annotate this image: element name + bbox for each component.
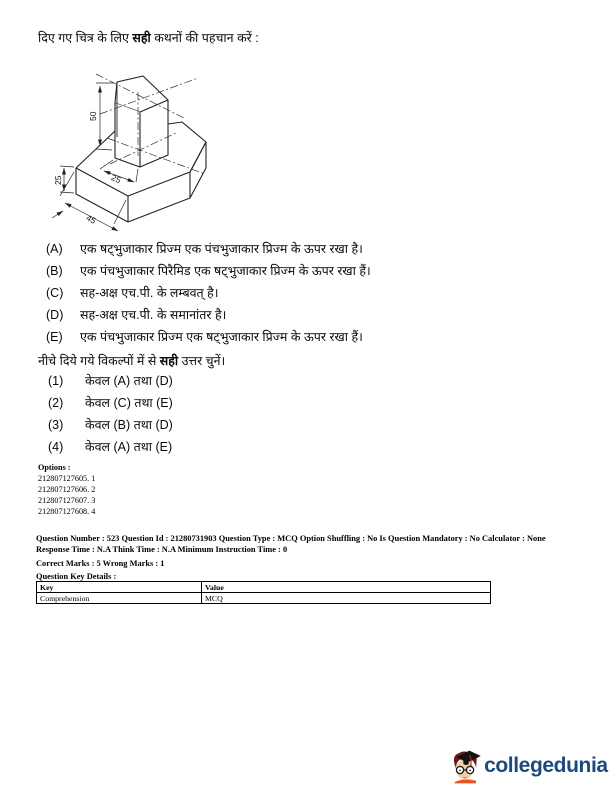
question-title [38, 29, 558, 46]
meta-line-2: Response Time : N.A Think Time : N.A Minimum Instruction Time : 0 [36, 544, 288, 554]
choice-text: केवल (A) तथा (D) [85, 374, 173, 388]
title-text: दिए गए चित्र के लिए [38, 31, 133, 45]
question-figure [52, 70, 277, 240]
note-bold-word: सही [159, 354, 179, 368]
choice-text: केवल (C) तथा (E) [85, 396, 173, 410]
choice-text: केवल (A) तथा (E) [85, 440, 173, 454]
options-id-block [38, 462, 338, 517]
choices-list [48, 375, 448, 463]
key-table-data-row [37, 593, 491, 604]
option-id-line: 212807127607. 3 [38, 496, 96, 505]
statement-row-c [46, 287, 566, 301]
dim-label-50: 50 [88, 111, 98, 121]
answer-note [38, 352, 558, 369]
statements-list [46, 243, 566, 353]
choice-row-2 [48, 397, 448, 411]
title-bold-word: सही [132, 31, 151, 45]
statement-row-a [46, 243, 566, 257]
choice-row-4 [48, 441, 448, 455]
choice-row-1 [48, 375, 448, 389]
key-table-header-value: Value [202, 582, 491, 593]
statement-label: (D) [46, 308, 64, 322]
option-id-line: 212807127606. 2 [38, 485, 96, 494]
key-table-cell-key: Comprehension [37, 593, 202, 604]
choice-text: केवल (B) तथा (D) [85, 418, 173, 432]
title-text-end: कथनों की पहचान करें : [150, 31, 259, 45]
note-text: नीचे दिये गये विकल्पों में से [38, 354, 160, 368]
hexagonal-prism [76, 122, 206, 222]
collegedunia-mascot [450, 740, 482, 792]
statement-row-d [46, 309, 566, 323]
dimension-50 [88, 83, 114, 150]
key-table-cell-value: MCQ [202, 593, 491, 604]
statement-label: (A) [46, 242, 63, 256]
pentagonal-prism [115, 76, 168, 167]
option-id-line: 212807127608. 4 [38, 507, 96, 516]
statement-text: सह-अक्ष एच.पी. के समानांतर है। [80, 308, 227, 322]
dim-label-45: 45 [84, 212, 98, 226]
key-table [36, 581, 491, 604]
dimension-25-thickness [53, 166, 74, 193]
key-table-header-key: Key [37, 582, 202, 593]
option-id-line: 212807127605. 1 [38, 474, 96, 483]
choice-label: (4) [48, 440, 64, 454]
statement-row-e [46, 331, 566, 345]
statement-label: (C) [46, 286, 64, 300]
statement-text: एक पंचभुजाकार पिरैमिड एक षट्भुजाकार प्रिज्म के ऊपर रखा हैं। [80, 264, 371, 278]
dim-label-25-thickness: 25 [53, 175, 63, 185]
choice-label: (3) [48, 418, 64, 432]
choice-label: (2) [48, 396, 64, 410]
collegedunia-logo[interactable] [450, 740, 612, 792]
question-metadata [36, 534, 581, 555]
options-heading: Options : [38, 463, 71, 472]
correct-marks-line: Correct Marks : 5 Wrong Marks : 1 [36, 559, 165, 568]
statement-text: एक पंचभुजाकार प्रिज्म एक षट्भुजाकार प्रिज्म के ऊपर रखा हैं। [80, 330, 363, 344]
choice-row-3 [48, 419, 448, 433]
key-details-heading: Question Key Details : [36, 572, 117, 581]
statement-text: एक षट्भुजाकार प्रिज्म एक पंचभुजाकार प्रिज्म के ऊपर रखा है। [80, 242, 363, 256]
note-text-end: उत्तर चुनें। [178, 354, 226, 368]
statement-label: (E) [46, 330, 63, 344]
statement-label: (B) [46, 264, 63, 278]
isometric-drawing [52, 70, 277, 240]
collegedunia-wordmark: collegedunia [484, 754, 608, 777]
meta-line-1: Question Number : 523 Question Id : 21280731903 Question Type : MCQ Option Shuffling : No Is Question Mandatory : No Calculator : None [36, 534, 546, 543]
key-table-header-row [37, 582, 491, 593]
dim-label-25-pentagon: 25 [109, 172, 123, 186]
statement-row-b [46, 265, 566, 279]
choice-label: (1) [48, 374, 64, 388]
statement-text: सह-अक्ष एच.पी. के लम्बवत् है। [80, 286, 219, 300]
